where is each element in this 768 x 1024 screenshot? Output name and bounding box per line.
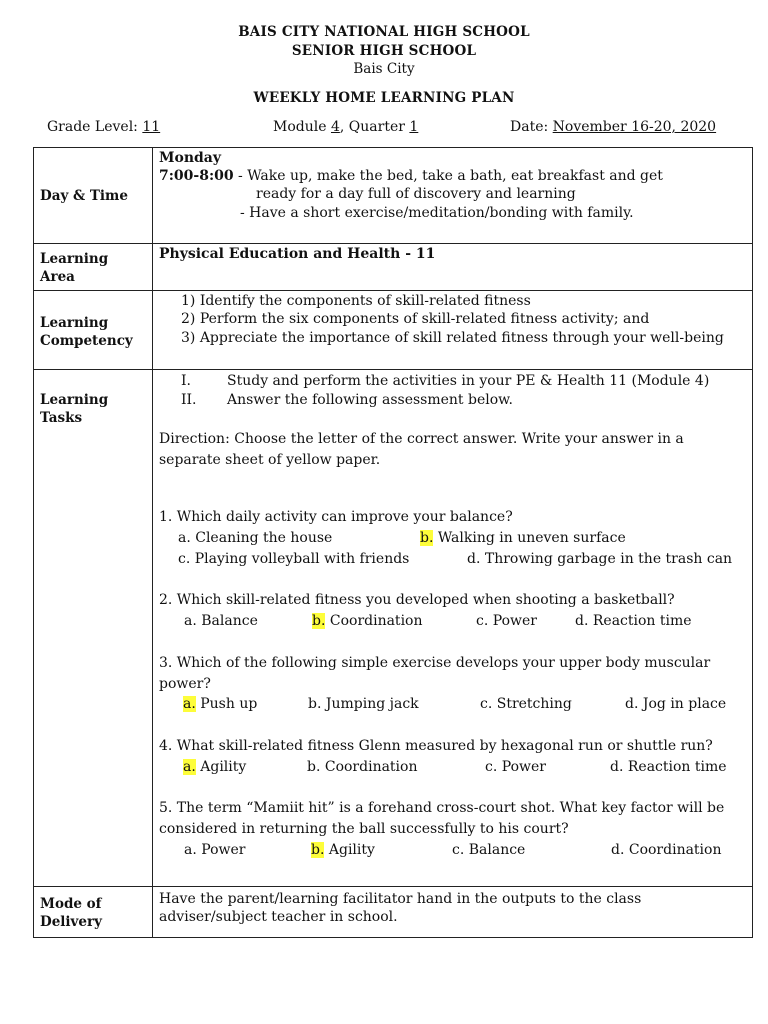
date: Date: November 16-20, 2020 <box>510 119 717 135</box>
time-line: 7:00-8:00 - Wake up, make the bed, take a bath, eat breakfast and get <box>159 168 663 184</box>
choice-c: c. Stretching <box>480 696 572 712</box>
learning-area-value: Physical Education and Health - 11 <box>159 246 436 262</box>
choice-b: b. Jumping jack <box>308 696 419 712</box>
choice-b-correct: b. Agility <box>311 842 375 858</box>
school-name: BAIS CITY NATIONAL HIGH SCHOOL <box>238 24 530 40</box>
competency-item: 1) Identify the components of skill-related fitness <box>181 293 531 309</box>
question-5: 5. The term “Mamiit hit” is a forehand cross-court shot. What key factor will be <box>159 800 725 816</box>
question-5-cont: considered in returning the ball successfully to his court? <box>159 821 569 837</box>
question-2: 2. Which skill-related fitness you developed when shooting a basketball? <box>159 592 675 608</box>
quarter-value: 1 <box>409 119 419 135</box>
learning-area-label: Learning Area <box>40 251 109 285</box>
choice-a-correct: a. Push up <box>183 696 258 712</box>
choice-a: a. Power <box>184 842 246 858</box>
school-city: Bais City <box>353 61 415 77</box>
task-item: Study and perform the activities in your PE & Health 11 (Module 4) <box>227 373 710 389</box>
choice-a: a. Balance <box>184 613 258 629</box>
question-1: 1. Which daily activity can improve your balance? <box>159 509 513 525</box>
choice-c: c. Power <box>485 759 546 775</box>
row-divider <box>33 290 753 291</box>
school-division: SENIOR HIGH SCHOOL <box>291 43 477 59</box>
choice-d: d. Throwing garbage in the trash can <box>467 551 733 567</box>
date-value: November 16-20, 2020 <box>552 119 717 135</box>
competency-item: 2) Perform the six components of skill-related fitness activity; and <box>181 311 650 327</box>
choice-c: c. Power <box>476 613 537 629</box>
row-divider <box>33 886 753 887</box>
choice-c: c. Balance <box>452 842 526 858</box>
column-divider <box>152 147 153 938</box>
delivery-label: Mode of Delivery <box>40 896 102 930</box>
task-number: I. <box>181 373 191 389</box>
page-title: WEEKLY HOME LEARNING PLAN <box>253 90 515 106</box>
task-item: Answer the following assessment below. <box>227 392 513 408</box>
competency-label: Learning Competency <box>40 315 133 349</box>
time-line-cont: ready for a day full of discovery and learning <box>256 186 576 202</box>
choice-d: d. Jog in place <box>625 696 727 712</box>
question-4: 4. What skill-related fitness Glenn measured by hexagonal run or shuttle run? <box>159 738 713 754</box>
choice-b: b. Coordination <box>307 759 418 775</box>
choice-a: a. Cleaning the house <box>178 530 333 546</box>
choice-c: c. Playing volleyball with friends <box>178 551 410 567</box>
module-quarter: Module 4, Quarter 1 <box>273 119 419 135</box>
grade-value: 11 <box>142 119 161 135</box>
choice-d: d. Reaction time <box>610 759 727 775</box>
choice-a-correct: a. Agility <box>183 759 247 775</box>
choice-b-correct: b. Walking in uneven surface <box>420 530 626 546</box>
day-time-label: Day & Time <box>40 188 128 204</box>
row-divider <box>33 243 753 244</box>
question-3-cont: power? <box>159 676 211 692</box>
grade-level: Grade Level: 11 <box>47 119 161 135</box>
delivery-text: adviser/subject teacher in school. <box>159 909 398 925</box>
competency-item: 3) Appreciate the importance of skill related fitness through your well-being <box>181 330 724 346</box>
delivery-text: Have the parent/learning facilitator hand in the outputs to the class <box>159 891 642 907</box>
choice-d: d. Reaction time <box>575 613 692 629</box>
task-number: II. <box>181 392 197 408</box>
choice-d: d. Coordination <box>611 842 722 858</box>
direction-text: Direction: Choose the letter of the correct answer. Write your answer in a <box>159 431 684 447</box>
choice-b-correct: b. Coordination <box>312 613 423 629</box>
row-divider <box>33 369 753 370</box>
question-3: 3. Which of the following simple exercise develops your upper body muscular <box>159 655 711 671</box>
tasks-label: Learning Tasks <box>40 392 109 426</box>
time-line-2: - Have a short exercise/meditation/bonding with family. <box>240 205 634 221</box>
module-value: 4 <box>330 119 340 135</box>
direction-text: separate sheet of yellow paper. <box>159 452 381 468</box>
day-value: Monday <box>159 150 222 166</box>
